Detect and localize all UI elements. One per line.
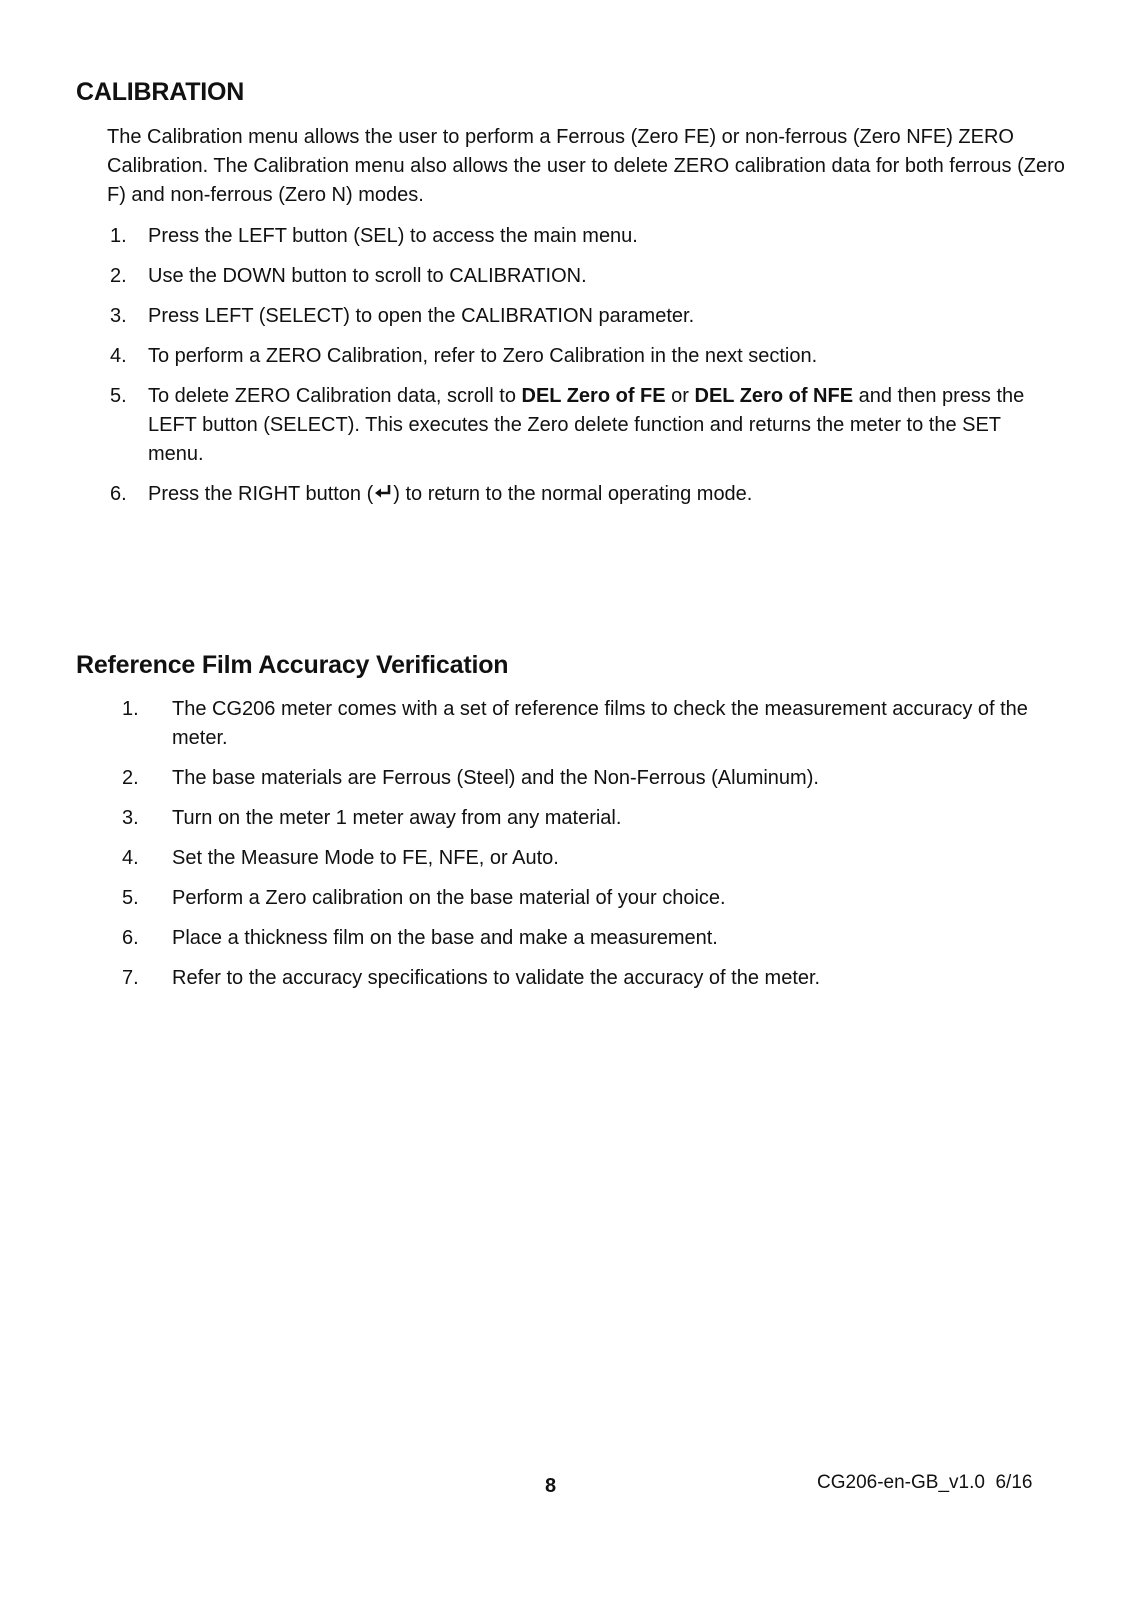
step-number: 2. (110, 265, 127, 287)
list-item (122, 884, 1062, 913)
page-number: 8 (545, 1475, 557, 1497)
list-item (122, 844, 1062, 873)
list-item (110, 480, 1060, 509)
step-text: Press LEFT (SELECT) to open the CALIBRATION parameter. (148, 305, 695, 327)
enter-arrow-icon (373, 482, 393, 502)
step-text (148, 385, 1024, 465)
step-number: 3. (110, 305, 127, 327)
list-item (122, 924, 1062, 953)
step-text: Refer to the accuracy specifications to validate the accuracy of the meter. (172, 967, 821, 989)
step-number: 4. (110, 345, 127, 367)
reference-steps (122, 695, 1062, 1004)
step-number: 7. (122, 967, 139, 989)
list-item (122, 804, 1062, 833)
step-text-mid: or (665, 385, 695, 407)
step-text: The CG206 meter comes with a set of reference films to check the measurement accuracy of the meter. (172, 698, 1028, 749)
list-item (122, 764, 1062, 793)
step-text (148, 483, 752, 505)
step-text-pre: To delete ZERO Calibration data, scroll to (148, 385, 522, 407)
calibration-intro: The Calibration menu allows the user to perform a Ferrous (Zero FE) or non-ferrous (Zero NFE) ZERO Calibration. The Calibration menu also allows the user to delete ZERO calibration data for both ferrous (Zero F) and non-ferrous (Zero N) modes. (107, 126, 1065, 206)
list-item (122, 964, 1062, 993)
step-text: Press the LEFT button (SEL) to access the main menu. (148, 225, 638, 247)
step-number: 6. (110, 483, 127, 505)
document-id: CG206-en-GB_v1.0 6/16 (817, 1472, 1033, 1493)
step-number: 2. (122, 767, 139, 789)
step-text: The base materials are Ferrous (Steel) and the Non-Ferrous (Aluminum). (172, 767, 819, 789)
step-number: 6. (122, 927, 139, 949)
list-item (122, 695, 1062, 753)
step-number: 5. (110, 385, 127, 407)
step-text-post: ) to return to the normal operating mode. (393, 483, 753, 505)
list-item (110, 382, 1060, 469)
step-text-pre: Press the RIGHT button ( (148, 483, 374, 505)
list-item (110, 302, 1060, 331)
step-text: To perform a ZERO Calibration, refer to Zero Calibration in the next section. (148, 345, 818, 367)
step-text-post: and then press the LEFT button (SELECT). This executes the Zero delete function and returns the meter to the SET menu. (148, 385, 1025, 465)
step-text: Set the Measure Mode to FE, NFE, or Auto. (172, 847, 559, 869)
list-item (110, 222, 1060, 251)
step-number: 4. (122, 847, 139, 869)
step-text: Place a thickness film on the base and make a measurement. (172, 927, 718, 949)
step-text: Use the DOWN button to scroll to CALIBRATION. (148, 265, 587, 287)
del-zero-fe-label: DEL Zero of FE (521, 385, 666, 407)
step-number: 3. (122, 807, 139, 829)
del-zero-nfe-label: DEL Zero of NFE (694, 385, 854, 407)
step-number: 1. (110, 225, 127, 247)
reference-heading: Reference Film Accuracy Verification (76, 651, 509, 679)
list-item (110, 262, 1060, 291)
step-number: 1. (122, 698, 139, 720)
step-number: 5. (122, 887, 139, 909)
step-text: Perform a Zero calibration on the base material of your choice. (172, 887, 726, 909)
calibration-steps (110, 222, 1060, 520)
calibration-heading: CALIBRATION (76, 78, 245, 106)
step-text: Turn on the meter 1 meter away from any material. (172, 807, 622, 829)
list-item (110, 342, 1060, 371)
